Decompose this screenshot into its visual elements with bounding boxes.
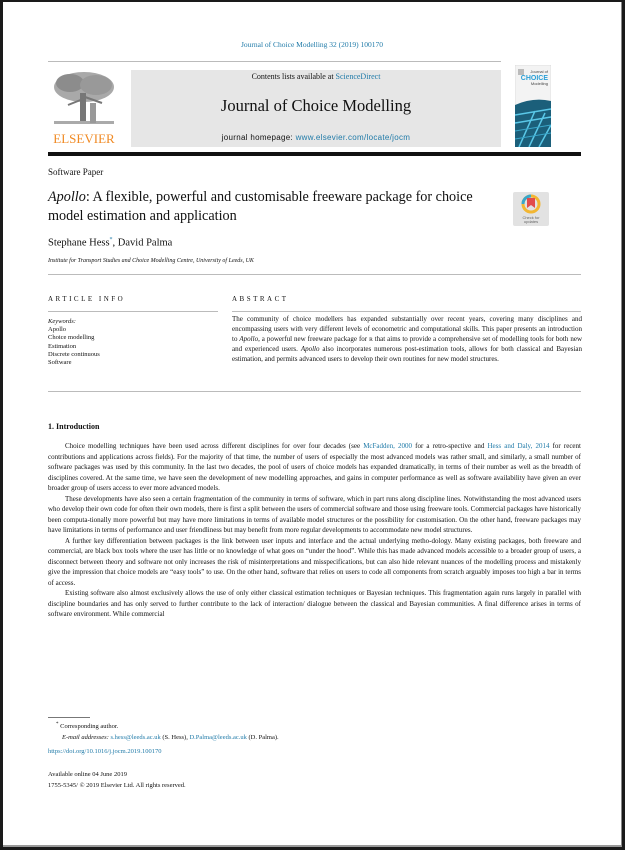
footnotes	[48, 720, 279, 743]
article-type: Software Paper	[48, 167, 104, 177]
keywords-label: Keywords:	[48, 318, 76, 325]
abstract-bottom-rule	[48, 391, 581, 392]
para1-text-b: for a retro-spective and	[412, 442, 488, 450]
para1-text-a: Choice modelling techniques have been used across different disciplines for over four decades (see	[65, 442, 364, 450]
keyword-item: Discrete continuous	[48, 350, 100, 358]
homepage-prefix: journal homepage:	[221, 133, 296, 142]
email-palma-link[interactable]: D.Palma@leeds.ac.uk	[189, 733, 247, 741]
svg-text:CHOICE: CHOICE	[520, 75, 548, 82]
doi-link[interactable]: https://doi.org/10.1016/j.jocm.2019.100170	[48, 748, 162, 755]
paper-page	[3, 2, 622, 847]
article-info-rule	[48, 311, 218, 312]
article-info-heading: ARTICLE INFO	[48, 295, 126, 303]
svg-text:Modelling: Modelling	[530, 81, 548, 86]
sciencedirect-link[interactable]: ScienceDirect	[335, 72, 381, 81]
corr-mark: *	[56, 722, 59, 727]
keyword-item: Software	[48, 359, 72, 367]
keyword-item: Choice modelling	[48, 334, 95, 342]
section-heading-introduction: 1. Introduction	[48, 422, 100, 431]
crossmark-icon	[513, 192, 549, 226]
corr-text: Corresponding author.	[58, 723, 119, 731]
intro-paragraph-1	[48, 441, 581, 494]
available-online: Available online 04 June 2019	[48, 771, 127, 778]
elsevier-wordmark: ELSEVIER	[53, 131, 115, 146]
contents-line	[131, 72, 501, 81]
journal-cover-image[interactable]	[515, 65, 551, 147]
abstract-r-glyph: R	[369, 336, 373, 343]
homepage-line	[131, 133, 501, 142]
affiliation: Institute for Transport Studies and Choice Modelling Centre, University of Leeds, UK	[48, 258, 254, 264]
keywords-list	[48, 326, 100, 367]
abstract-heading: ABSTRACT	[232, 295, 289, 303]
contents-prefix: Contents lists available at	[251, 72, 336, 81]
abstract-text-2: , a powerful new freeware package for	[258, 334, 370, 343]
elsevier-tree-icon	[50, 69, 118, 129]
keyword-item: Estimation	[48, 342, 77, 350]
check-for-updates-button[interactable]	[513, 192, 549, 226]
svg-text:Check for: Check for	[522, 215, 540, 220]
abstract-apollo-1: Apollo	[239, 334, 259, 343]
email-hess-link[interactable]: s.hess@leeds.ac.uk	[110, 733, 161, 741]
title-italic: Apollo	[48, 189, 86, 205]
keyword-item: Apollo	[48, 326, 67, 333]
corresponding-mark[interactable]: *	[109, 237, 113, 243]
publication-info	[48, 770, 186, 791]
abstract-apollo-2: Apollo	[300, 345, 320, 354]
running-header[interactable]: Journal of Choice Modelling 32 (2019) 100170	[240, 40, 384, 49]
copyright: 1755-5345/ © 2019 Elsevier Ltd. All rights reserved.	[48, 781, 186, 789]
citation-mcfadden-2000[interactable]: McFadden, 2000	[363, 442, 413, 450]
abstract-rule	[232, 311, 581, 312]
intro-paragraph-4: Existing software also almost exclusively allows the use of only either classical estimation techniques or Bayesian techniques. This fragmentation again runs largely in parallel with discipline boundaries and has only served to further contribute to the lack of interaction/ dialogue between the classical and Bayesian communities. A final difference arises in terms of software environment. While commercial	[48, 589, 581, 618]
author-hess[interactable]: Stephane Hess	[48, 237, 110, 249]
introduction-body	[48, 441, 581, 620]
homepage-link[interactable]: www.elsevier.com/locate/jocm	[295, 133, 411, 142]
header-rule	[48, 61, 501, 62]
email1-owner: (S. Hess),	[160, 733, 190, 741]
email2-owner: (D. Palma).	[246, 733, 279, 741]
svg-text:Journal of: Journal of	[530, 69, 548, 74]
abstract-text-1: The community of choice modellers has expanded substantially over recent years, covering many disciplines and encompassing users with very different levels of econometric and computational skills. This paper presents an introduction to	[232, 315, 582, 343]
para1-text-c: for recent contributions and applications across fields). For the majority of that time, the number of users of especially the most advanced models was rather small, and similarly, a small number of software packages was used by this community. In the last two decades, the pool of users of choice models has expanded dramatically, in terms of their number as well as the breadth of disciplines covered. At the same time, we have seen the development of new modelling approaches, and gains in computer performance as well as software availability have given an ever broader group of users access to ever more advanced models.	[48, 442, 581, 492]
footnote-rule	[48, 717, 90, 718]
elsevier-logo[interactable]	[48, 67, 120, 147]
authors	[48, 237, 172, 249]
citation-hess-daly-2014[interactable]: Hess and Daly, 2014	[487, 442, 550, 450]
title-rest: : A flexible, powerful and customisable freeware package for choice model estimation and application	[48, 189, 473, 224]
intro-paragraph-3: A further key differentiation between packages is the link between user inputs and interface and the actual underlying metho-dology. Many existing packages, both freeware and commercial, are black box tools where the user has little or no knowledge of what goes on “under the hood”. While this has made advanced models accessible to a broader group of users, a disconnect between theory and software not only increases the risk of misinterpretations and misspecifications, but can also hide relevant nuances of the modelling process and mistakenly give the impression that choice models are “easy tools” to use. On the other hand, software that relies on users to code all components from scratch arguably imposes too high a bar in terms of access.	[48, 536, 581, 587]
masthead-thick-rule	[48, 152, 581, 156]
author-separator: ,	[112, 237, 118, 249]
intro-paragraph-2: These developments have also seen a certain fragmentation of the community in terms of software, which in part runs along discipline lines. Notwithstanding the most advanced users who develop their own code for often their own models, there is first a split between the users of commercial software and those using freeware tools. Commercial packages have historically been computa-tionally more powerful but may have more limitations in terms of available model structures or the possibility for customisation. On the other hand, freeware packages may have limitations in terms of performance and user friendliness but may benefit from more regular developments to accommodate new model structures.	[48, 494, 581, 534]
article-title	[48, 188, 508, 226]
journal-banner	[131, 70, 501, 147]
affiliation-rule	[48, 274, 581, 275]
journal-title: Journal of Choice Modelling	[220, 96, 412, 115]
abstract-text-4: also incorporates numerous post-estimation tools, allows for both classical and Bayesian estimation, and permits advanced users to develop their own routines for new model structures.	[232, 345, 582, 364]
email-note	[48, 733, 279, 744]
email-label: E-mail addresses:	[62, 733, 109, 741]
abstract-text-3: that aims to provide a comprehensive set of modelling tools for both new and experienced users.	[232, 334, 582, 354]
svg-text:updates: updates	[523, 219, 539, 224]
journal-cover-icon	[515, 65, 551, 147]
corresponding-author-note	[48, 720, 279, 733]
author-palma[interactable]: David Palma	[117, 237, 173, 249]
abstract-body	[232, 315, 582, 365]
